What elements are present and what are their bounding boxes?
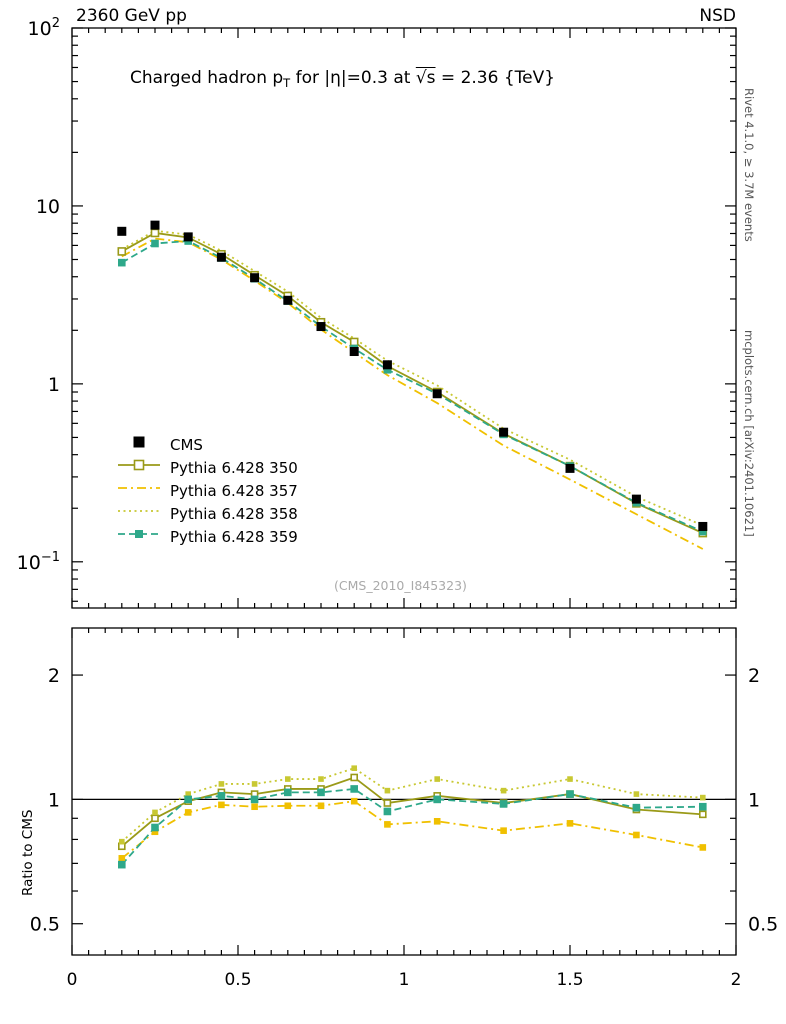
side-label-rivet: Rivet 4.1.0, ≥ 3.7M events bbox=[742, 88, 756, 242]
title-part-c: |=0.3 at bbox=[340, 68, 416, 88]
ratio-marker-3 bbox=[186, 792, 190, 796]
ratio-marker-3 bbox=[568, 777, 572, 781]
ratio-marker-2 bbox=[285, 803, 290, 808]
ratio-marker-3 bbox=[385, 789, 389, 793]
watermark-label: (CMS_2010_I845323) bbox=[334, 578, 467, 593]
ratio-y-tick-label-right: 1 bbox=[748, 789, 761, 812]
cms-data-point bbox=[250, 273, 259, 282]
y-tick-label: $10^2$ bbox=[27, 16, 60, 40]
ratio-y-tick-label: 2 bbox=[47, 665, 60, 688]
legend-label-358: Pythia 6.428 358 bbox=[170, 505, 298, 523]
ratio-marker-4 bbox=[700, 804, 706, 810]
ratio-marker-3 bbox=[253, 782, 257, 786]
series-marker-4 bbox=[152, 241, 158, 247]
ratio-marker-3 bbox=[319, 777, 323, 781]
ratio-marker-4 bbox=[119, 862, 125, 868]
ratio-marker-3 bbox=[634, 792, 638, 796]
ratio-marker-4 bbox=[633, 805, 639, 811]
ratio-marker-2 bbox=[385, 822, 390, 827]
ratio-marker-4 bbox=[434, 796, 440, 802]
cms-data-point bbox=[499, 428, 508, 437]
title-part-d: = 2.36 {TeV} bbox=[435, 68, 556, 88]
y-tick-label: $10^{-1}$ bbox=[16, 549, 60, 574]
ratio-marker-2 bbox=[634, 832, 639, 837]
ratio-marker-4 bbox=[501, 801, 507, 807]
ratio-marker-1 bbox=[152, 815, 158, 821]
y-tick-label: 10 bbox=[35, 195, 60, 218]
ratio-marker-4 bbox=[185, 796, 191, 802]
x-tick-label: 2 bbox=[730, 970, 742, 990]
cms-data-point bbox=[698, 522, 707, 531]
cms-data-point bbox=[117, 227, 126, 236]
cms-data-point bbox=[350, 347, 359, 356]
ratio-marker-4 bbox=[318, 789, 324, 795]
ratio-marker-1 bbox=[700, 811, 706, 817]
cms-data-point bbox=[184, 232, 193, 241]
ratio-marker-3 bbox=[352, 766, 356, 770]
ratio-marker-4 bbox=[218, 793, 224, 799]
ratio-marker-3 bbox=[219, 782, 223, 786]
legend-label-359: Pythia 6.428 359 bbox=[170, 528, 298, 546]
ratio-marker-2 bbox=[568, 821, 573, 826]
plot-title bbox=[130, 68, 555, 88]
ratio-line-2 bbox=[122, 801, 703, 858]
ratio-marker-2 bbox=[435, 819, 440, 824]
cms-data-point bbox=[632, 495, 641, 504]
ratio-y-tick-label: 1 bbox=[47, 789, 60, 812]
legend-label-357: Pythia 6.428 357 bbox=[170, 482, 298, 500]
y-tick-label: 1 bbox=[47, 373, 60, 396]
ratio-marker-4 bbox=[351, 786, 357, 792]
ratio-marker-4 bbox=[152, 824, 158, 830]
ratio-marker-3 bbox=[286, 777, 290, 781]
ratio-y-tick-label-right: 0.5 bbox=[748, 913, 779, 936]
legend-key-marker-0 bbox=[135, 461, 144, 470]
cms-data-point bbox=[566, 464, 575, 473]
ratio-marker-2 bbox=[319, 803, 324, 808]
cms-data-point bbox=[317, 322, 326, 331]
title-sqrt-s: √s bbox=[415, 68, 436, 88]
title-eta: η bbox=[330, 68, 341, 88]
legend-key-marker-3 bbox=[135, 530, 143, 538]
ratio-y-tick-label-right: 2 bbox=[748, 665, 761, 688]
ratio-y-tick-label: 0.5 bbox=[29, 913, 60, 936]
ratio-marker-3 bbox=[120, 840, 124, 844]
ratio-marker-4 bbox=[567, 791, 573, 797]
ratio-marker-3 bbox=[502, 789, 506, 793]
ratio-marker-4 bbox=[252, 796, 258, 802]
ratio-marker-1 bbox=[351, 774, 357, 780]
x-tick-label: 1.5 bbox=[556, 970, 584, 990]
ratio-marker-4 bbox=[285, 789, 291, 795]
ratio-marker-2 bbox=[501, 828, 506, 833]
ratio-marker-2 bbox=[352, 799, 357, 804]
ratio-marker-2 bbox=[252, 804, 257, 809]
cms-data-point bbox=[383, 360, 392, 369]
ratio-marker-3 bbox=[153, 810, 157, 814]
series-line-2 bbox=[122, 239, 703, 549]
ratio-marker-3 bbox=[701, 796, 705, 800]
title-sub-T: T bbox=[283, 76, 291, 90]
series-marker-1 bbox=[118, 248, 125, 255]
ratio-marker-2 bbox=[186, 810, 191, 815]
header-right: NSD bbox=[699, 6, 736, 26]
ratio-marker-1 bbox=[384, 800, 390, 806]
cms-data-point bbox=[283, 296, 292, 305]
series-marker-4 bbox=[119, 260, 125, 266]
cms-data-point bbox=[217, 253, 226, 262]
ratio-marker-4 bbox=[384, 808, 390, 814]
ratio-marker-3 bbox=[435, 777, 439, 781]
x-tick-label: 0.5 bbox=[224, 970, 252, 990]
cms-data-point bbox=[433, 389, 442, 398]
ratio-line-1 bbox=[122, 777, 703, 846]
side-label-mcplots: mcplots.cern.ch [arXiv:2401.10621] bbox=[742, 330, 756, 537]
series-marker-1 bbox=[351, 338, 358, 345]
title-part-a: Charged hadron p bbox=[130, 68, 284, 88]
ratio-axis-label: Ratio to CMS bbox=[20, 809, 36, 896]
ratio-marker-2 bbox=[119, 856, 124, 861]
legend-label-cms: CMS bbox=[170, 436, 203, 454]
x-tick-label: 0 bbox=[66, 970, 78, 990]
cms-data-point bbox=[151, 221, 160, 230]
legend-label-350: Pythia 6.428 350 bbox=[170, 459, 298, 477]
header-left: 2360 GeV pp bbox=[76, 6, 187, 26]
legend-key-cms bbox=[134, 437, 145, 448]
series-marker-1 bbox=[152, 229, 159, 236]
x-tick-label: 1 bbox=[398, 970, 410, 990]
ratio-marker-2 bbox=[219, 802, 224, 807]
ratio-marker-2 bbox=[700, 845, 705, 850]
title-part-b: for | bbox=[290, 68, 331, 88]
